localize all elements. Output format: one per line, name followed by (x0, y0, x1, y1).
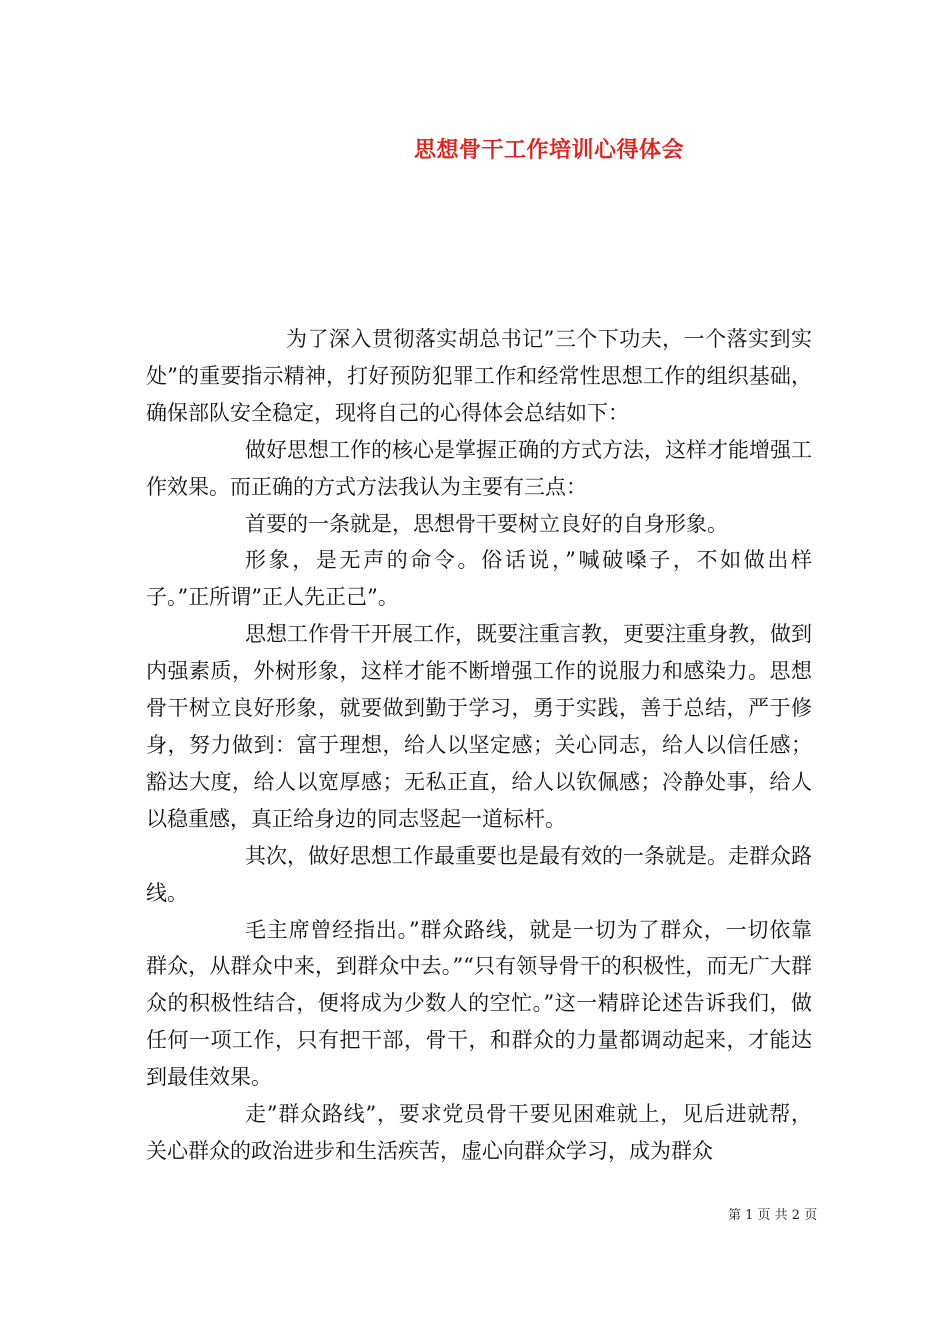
paragraph-first-point: 首要的一条就是，思想骨干要树立良好的自身形象。 (245, 511, 728, 536)
paragraph-intro: 为了深入贯彻落实胡总书记”三个下功夫，一个落实到实处”的重要指示精神，打好预防犯罪工作和经常性思想工作的组织基础，确保部队安全稳定，现将自己的心得体会总结如下： (146, 327, 812, 425)
paragraph-example: 思想工作骨干开展工作，既要注重言教，更要注重身教，做到内强素质，外树形象，这样才能不断增强工作的说服力和感染力。思想骨干树立良好形象，就要做到勤于学习，勇于实践，善于总结，严于修身，努力做到：富于理想，给人以坚定感；关心同志，给人以信任感；豁达大度，给人以宽厚感；无私正直，给人以钦佩感；冷静处事，给人以稳重感，真正给身边的同志竖起一道标杆。 (146, 622, 812, 831)
paragraph-mass-line-quote: 毛主席曾经指出。”群众路线，就是一切为了群众，一切依靠群众，从群众中来，到群众中去。”“只有领导骨干的积极性，而无广大群众的积极性结合，便将成为少数人的空忙。”这一精辟论述告诉我们，做任何一项工作，只有把干部，骨干，和群众的力量都调动起来，才能达到最佳效果。 (146, 917, 812, 1090)
paragraph-image: 形象，是无声的命令。俗话说，”喊破嗓子，不如做出样子。”正所谓”正人先正己”。 (146, 548, 812, 610)
page-number-footer: 第 1 页 共 2 页 (728, 1208, 818, 1223)
document-body (146, 321, 812, 1170)
paragraph-mass-line-requirements: 走”群众路线”，要求党员骨干要见困难就上，见后进就帮，关心群众的政治进步和生活疾苦，虚心向群众学习，成为群众 (146, 1102, 812, 1163)
document-title: 思想骨干工作培训心得体会 (414, 137, 685, 163)
paragraph-second-point: 其次，做好思想工作最重要也是最有效的一条就是。走群众路线。 (146, 843, 812, 905)
paragraph-core-method: 做好思想工作的核心是掌握正确的方式方法，这样才能增强工作效果。而正确的方式方法我认为主要有三点： (146, 437, 812, 499)
